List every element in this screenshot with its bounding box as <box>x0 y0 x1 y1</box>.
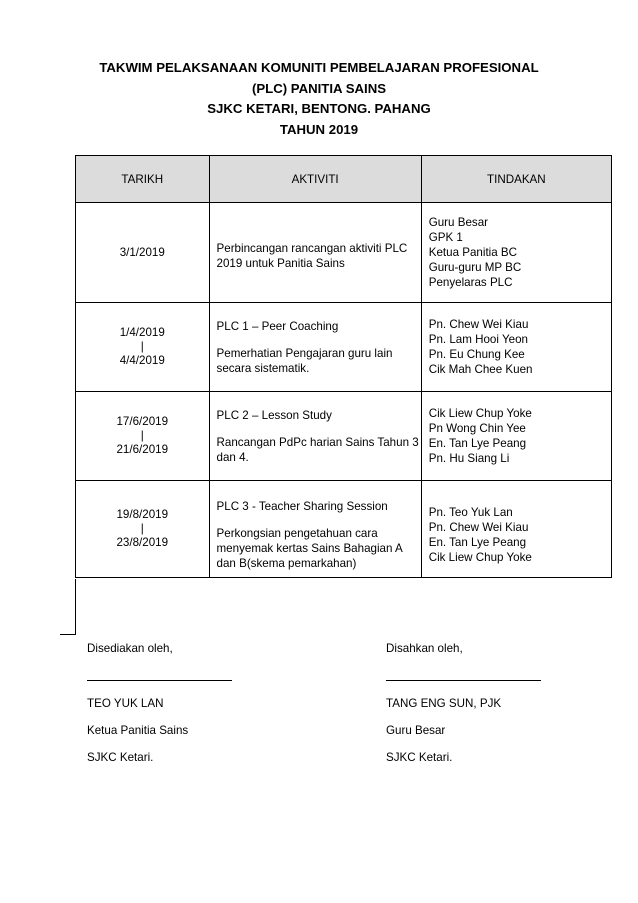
action-list <box>422 215 611 290</box>
action-person: Pn. Eu Chung Kee <box>428 348 525 361</box>
action-list <box>422 406 611 466</box>
activity-title: PLC 3 - Teacher Sharing Session <box>216 500 388 513</box>
approved-by-signature-line <box>386 680 541 681</box>
approved-by-position: Guru Besar <box>386 724 446 737</box>
date-separator: | <box>140 340 144 353</box>
date-cell <box>76 392 210 481</box>
date-start: 1/4/2019 <box>119 326 165 339</box>
title-line-3: SJKC KETARI, BENTONG. PAHANG <box>207 101 431 116</box>
schedule-table <box>75 155 612 578</box>
action-person: Pn. Hu Siang Li <box>428 452 510 465</box>
prepared-by-school: SJKC Ketari. <box>87 751 154 764</box>
action-list <box>422 317 611 377</box>
date-separator: | <box>140 429 144 442</box>
action-cell <box>421 392 611 481</box>
date-cell <box>76 203 210 303</box>
activity-description: Pemerhatian Pengajaran guru lain secara sistematik. <box>216 346 393 375</box>
date-cell <box>76 481 210 578</box>
action-person: Pn. Teo Yuk Lan <box>428 506 513 519</box>
activity-description: Perkongsian pengetahuan cara menyemak kertas Sains Bahagian A dan B(skema pemarkahan) <box>216 527 403 570</box>
action-person: Pn. Lam Hooi Yeon <box>428 333 528 346</box>
approved-by-name: TANG ENG SUN, PJK <box>386 697 502 710</box>
title-line-2: (PLC) PANITIA SAINS <box>251 80 387 96</box>
action-person: Pn. Chew Wei Kiau <box>428 521 529 534</box>
date-start: 3/1/2019 <box>119 245 165 259</box>
table-header-row <box>76 156 612 203</box>
activity-cell <box>209 303 421 392</box>
date-end: 4/4/2019 <box>119 354 165 367</box>
action-cell <box>421 303 611 392</box>
header-aktiviti: AKTIVITI <box>209 156 421 203</box>
date-cell <box>76 303 210 392</box>
action-person: Pn Wong Chin Yee <box>428 422 526 435</box>
table-row <box>76 392 612 481</box>
action-person: Pn. Chew Wei Kiau <box>428 318 529 331</box>
corner-mark-horizontal <box>60 634 76 635</box>
table-row <box>76 481 612 578</box>
action-person: Cik Liew Chup Yoke <box>428 407 532 420</box>
activity-title: PLC 2 – Lesson Study <box>216 408 332 422</box>
activity-title: PLC 1 – Peer Coaching <box>216 319 339 333</box>
action-cell <box>421 481 611 578</box>
action-person: Cik Liew Chup Yoke <box>428 551 532 564</box>
action-person: Ketua Panitia BC <box>428 246 518 259</box>
prepared-by-position: Ketua Panitia Sains <box>87 724 189 737</box>
action-cell <box>421 203 611 303</box>
action-person: GPK 1 <box>428 231 463 244</box>
action-person: En. Tan Lye Peang <box>428 437 527 450</box>
activity-description: Rancangan PdPc harian Sains Tahun 3 dan 4. <box>216 435 419 464</box>
action-person: Guru-guru MP BC <box>428 261 522 274</box>
activity-cell <box>209 203 421 303</box>
table-row <box>76 203 612 303</box>
action-person: Guru Besar <box>428 216 489 229</box>
title-line-1: TAKWIM PELAKSANAAN KOMUNITI PEMBELAJARAN PROFESIONAL <box>99 60 539 75</box>
activity-cell <box>209 392 421 481</box>
date-separator: | <box>140 522 144 535</box>
table-row <box>76 303 612 392</box>
document-title <box>0 58 638 140</box>
action-person: Penyelaras PLC <box>428 276 513 289</box>
prepared-by-signature-line <box>87 680 232 681</box>
activity-cell <box>209 481 421 578</box>
date-end: 23/8/2019 <box>116 536 169 549</box>
action-person: Cik Mah Chee Kuen <box>428 363 533 376</box>
prepared-by-label: Disediakan oleh, <box>87 642 173 655</box>
approved-by-label: Disahkan oleh, <box>386 642 463 655</box>
header-tarikh: TARIKH <box>76 156 210 203</box>
prepared-by-name: TEO YUK LAN <box>87 697 164 710</box>
header-tindakan: TINDAKAN <box>421 156 611 203</box>
title-line-4: TAHUN 2019 <box>279 121 359 137</box>
activity-title: Perbincangan rancangan aktiviti PLC 2019 untuk Panitia Sains <box>216 241 408 270</box>
action-list <box>422 505 611 565</box>
date-end: 21/6/2019 <box>116 443 169 456</box>
corner-mark-vertical <box>75 579 76 634</box>
approved-by-school: SJKC Ketari. <box>386 751 453 764</box>
date-start: 17/6/2019 <box>116 415 169 428</box>
action-person: En. Tan Lye Peang <box>428 536 527 549</box>
date-start: 19/8/2019 <box>116 508 169 521</box>
